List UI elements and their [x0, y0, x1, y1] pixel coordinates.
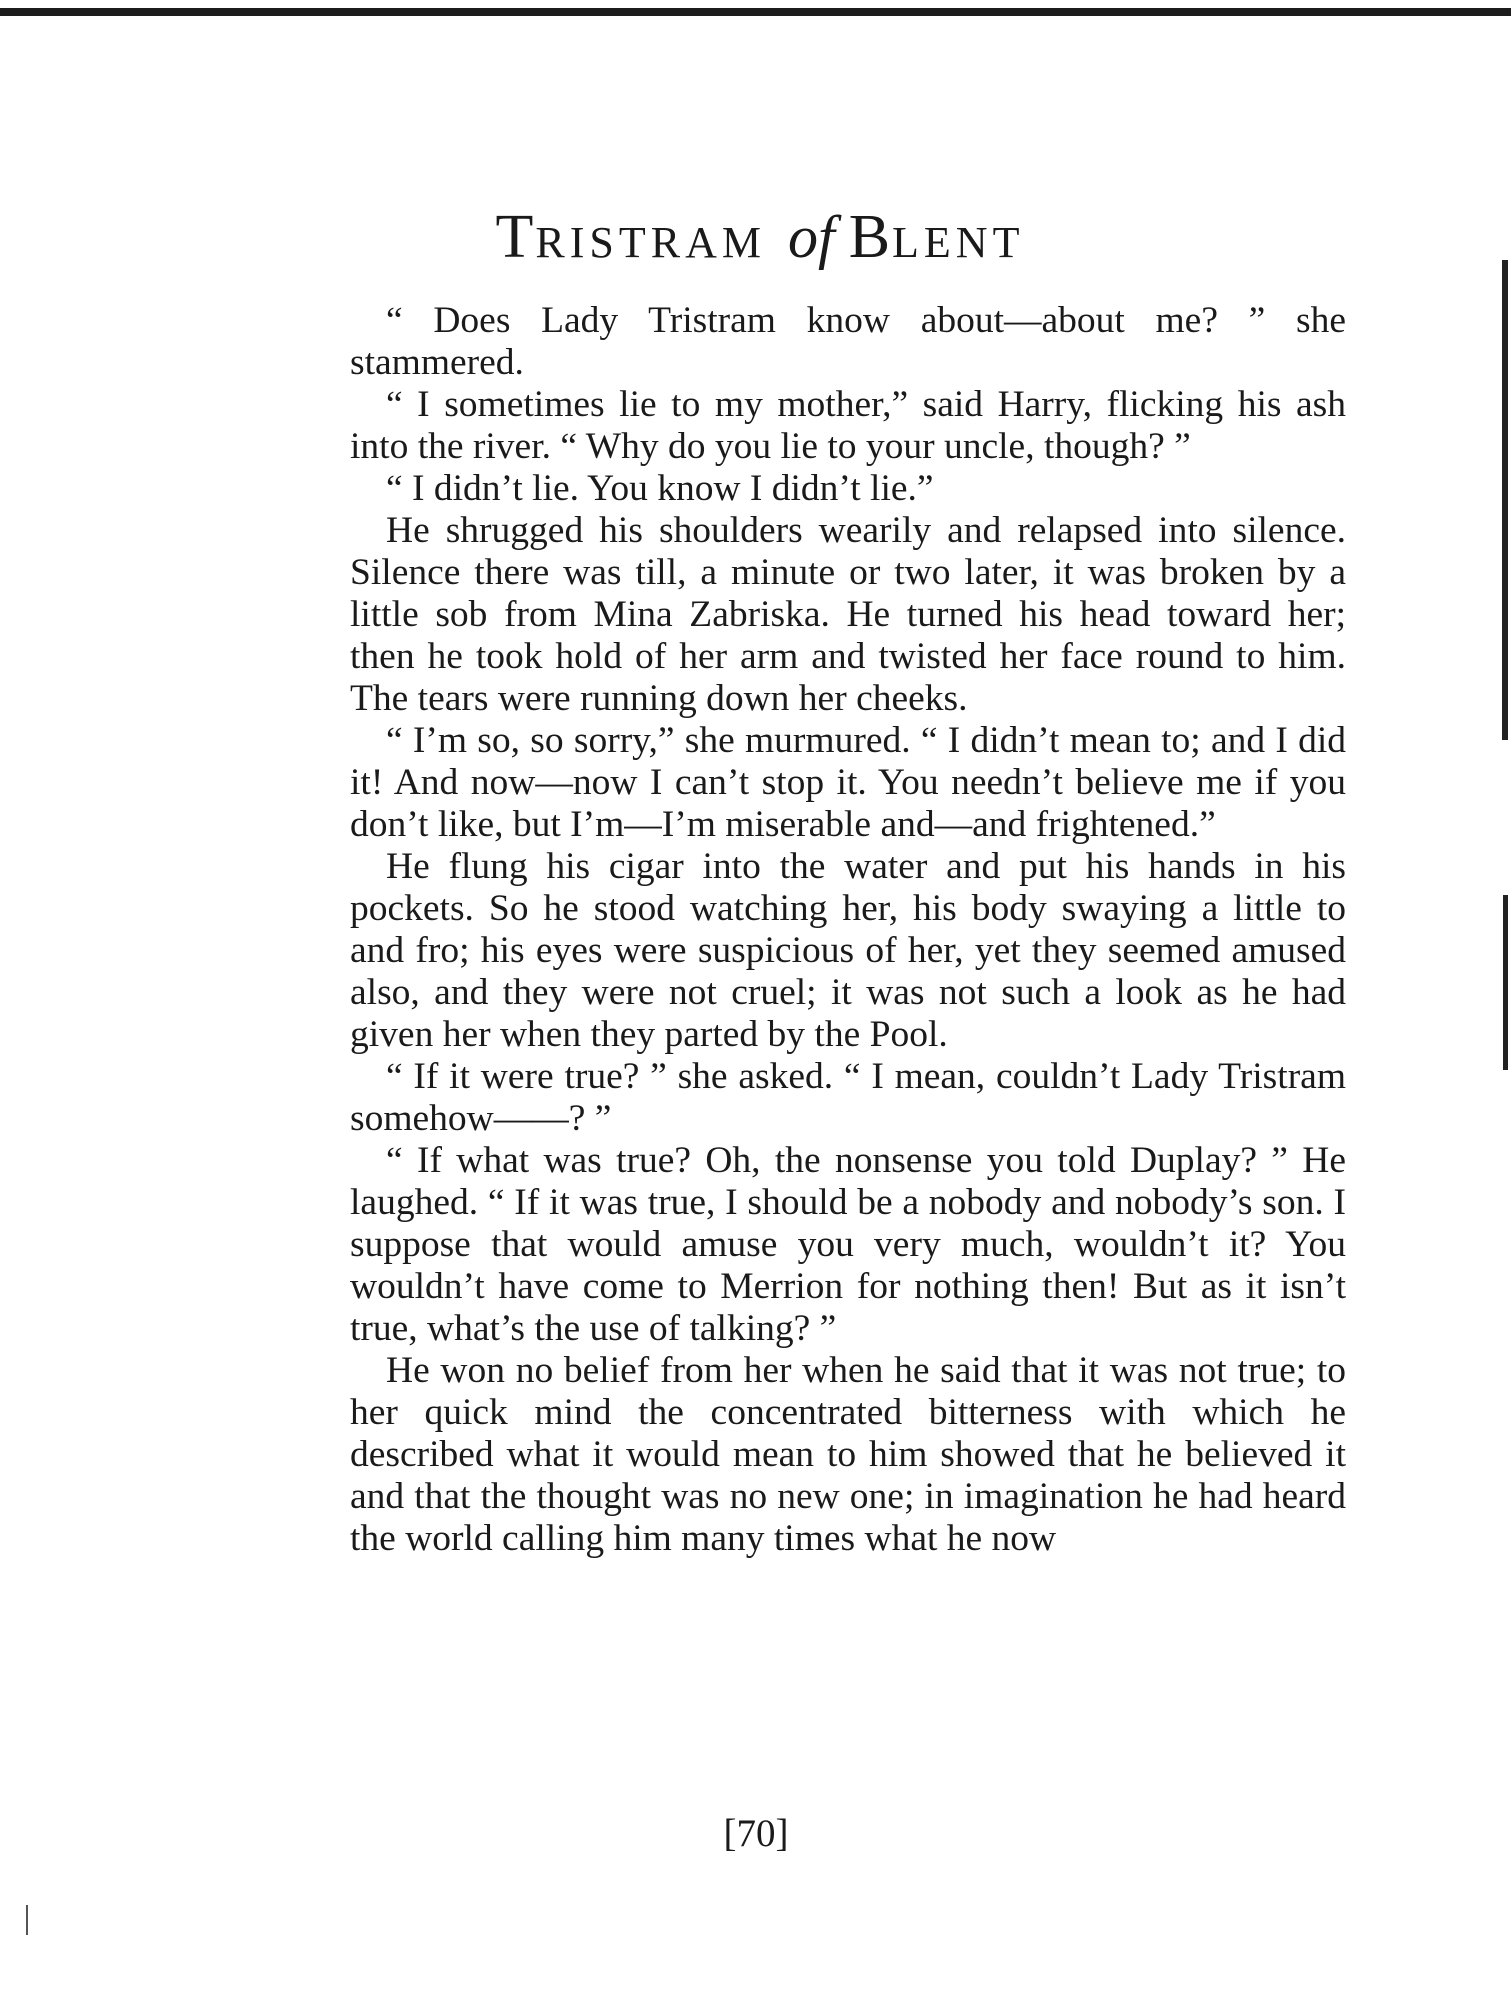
body-text: [350, 300, 1346, 1560]
top-border-rule: [0, 8, 1511, 16]
scan-edge-mark: [1503, 895, 1508, 1070]
page-number: [70]: [723, 1812, 789, 1855]
running-head: [350, 192, 1170, 282]
paragraph: “ If it were true? ” she asked. “ I mean, couldn’t Lady Tristram somehow——? ”: [350, 1056, 1346, 1139]
paragraph: “ I’m so, so sorry,” she murmured. “ I didn’t mean to; and I did it! And now—now I can’t stop it. You needn’t believe me if you don’t like, but I’m—I’m miserable and—and frightened.”: [350, 720, 1346, 845]
paragraph: “ If what was true? Oh, the nonsense you told Duplay? ” He laughed. “ If it was true, I should be a nobody and nobody’s son. I suppose that would amuse you very much, wouldn’t it? You wouldn’t have come to Merrion for nothing then! But as it isn’t true, what’s the use of talking? ”: [350, 1140, 1346, 1349]
paragraph: “ I didn’t lie. You know I didn’t lie.”: [386, 468, 934, 509]
running-head-initial: T: [495, 203, 536, 271]
running-head-word: LENT: [892, 218, 1025, 267]
paragraph: “ Does Lady Tristram know about—about me? ” she stammered.: [350, 300, 1346, 383]
running-head-initial: B: [848, 203, 893, 271]
running-head-connector: of: [788, 204, 835, 270]
running-head-word: RISTRAM: [535, 218, 767, 267]
scan-edge-mark: [1502, 260, 1508, 740]
paragraph: “ I sometimes lie to my mother,” said Harry, flicking his ash into the river. “ Why do you lie to your uncle, though? ”: [350, 384, 1346, 467]
paragraph: He won no belief from her when he said that it was not true; to her quick mind the concentrated bitterness with which he described what it would mean to him showed that he believed it and that the thought was no new one; in imagination he had heard the world calling him many times what he now: [350, 1350, 1346, 1559]
paragraph: He shrugged his shoulders wearily and relapsed into silence. Silence there was till, a minute or two later, it was broken by a little sob from Mina Zabriska. He turned his head toward her; then he took hold of her arm and twisted her face round to him. The tears were running down her cheeks.: [350, 510, 1346, 719]
scan-edge-mark: [26, 1905, 28, 1935]
paragraph: He flung his cigar into the water and put his hands in his pockets. So he stood watching her, his body swaying a little to and fro; his eyes were suspicious of her, yet they seemed amused also, and they were not cruel; it was not such a look as he had given her when they parted by the Pool.: [350, 846, 1346, 1055]
